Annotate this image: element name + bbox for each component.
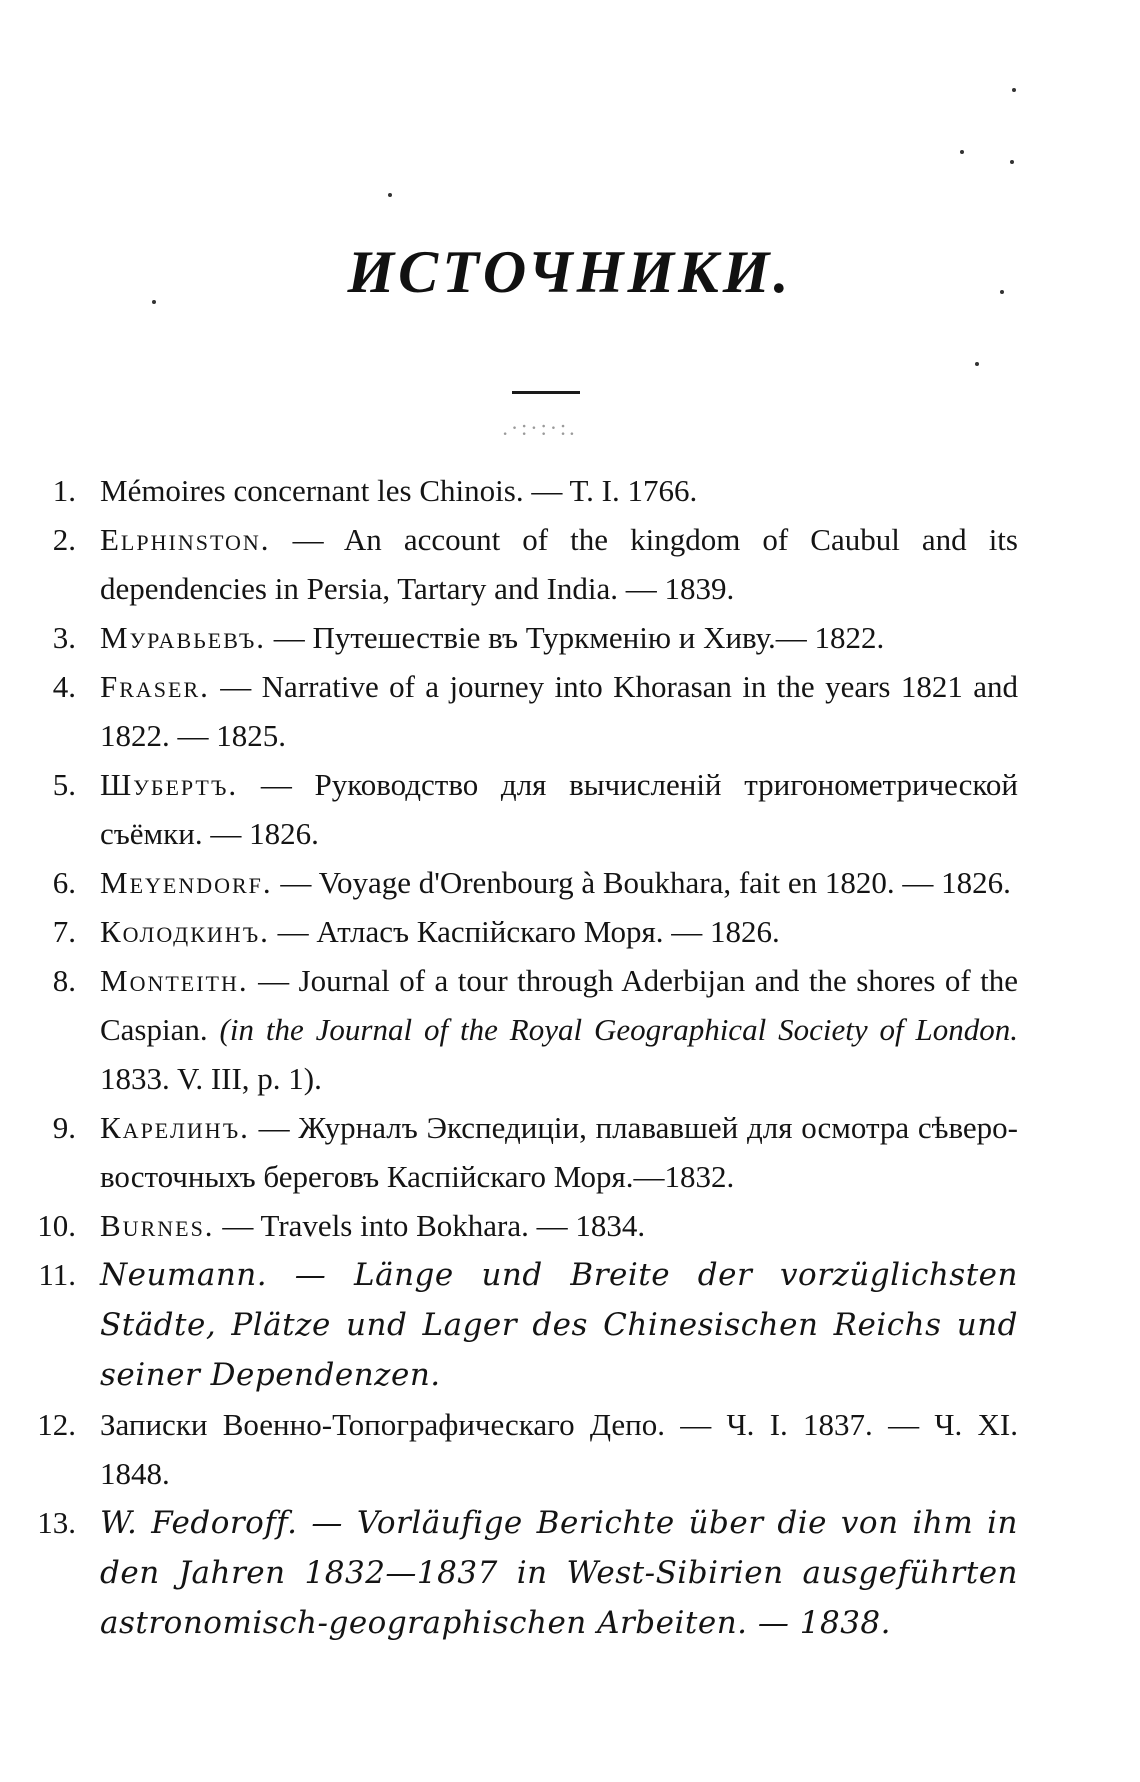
scan-speck — [388, 193, 392, 197]
entry-italic-note: (in the Journal of the Royal Geographical Society of London. — [219, 1012, 1018, 1047]
entry-text: — Журналъ Экспедиціи, плававшей для осмотра сѣверо-восточныхъ береговъ Каспійскаго Моря.—1832. — [100, 1110, 1018, 1194]
ornament: .·:·:·:. — [502, 415, 578, 440]
entry-text: Записки Военно-Топографическаго Депо. — Ч. I. 1837. — Ч. XI. 1848. — [100, 1407, 1018, 1491]
scan-speck — [152, 300, 156, 304]
list-item — [0, 1103, 1140, 1201]
entry-text: — Travels into Bokhara. — 1834. — [214, 1208, 646, 1243]
sources-list — [0, 466, 1140, 1648]
list-item — [0, 760, 1140, 858]
entry-text: — Путешествіе въ Туркменію и Хиву.— 1822. — [265, 620, 885, 655]
entry-number: 11. — [38, 1257, 76, 1292]
page-title: ИСТОЧНИКИ. — [347, 239, 793, 305]
list-item — [0, 1250, 1140, 1400]
entry-text: — An account of the kingdom of Caubul and its dependencies in Persia, Tartary and India. — 1839. — [100, 522, 1018, 606]
list-item — [0, 662, 1140, 760]
entry-author: Elphinston. — [100, 522, 271, 557]
list-item — [0, 466, 1140, 515]
entry-author: Карелинъ. — [100, 1110, 250, 1145]
scan-speck — [960, 150, 964, 154]
entry-author: Burnes. — [100, 1208, 215, 1243]
entry-author: Шубертъ. — [100, 767, 239, 802]
entry-text: — Journal of a tour through Aderbijan and the shores of the Caspian. — [100, 963, 1018, 1047]
entry-text-tail: 1833. V. III, p. 1). — [100, 1061, 322, 1096]
entry-author: Fraser. — [100, 669, 210, 704]
entry-number: 10. — [37, 1208, 76, 1243]
scan-speck — [1012, 88, 1016, 92]
list-item — [0, 858, 1140, 907]
list-item — [0, 613, 1140, 662]
list-item — [0, 956, 1140, 1103]
entry-text: — Narrative of a journey into Khorasan in the years 1821 and 1822. — 1825. — [100, 669, 1018, 753]
scan-speck — [975, 362, 979, 366]
entry-number: 8. — [52, 963, 76, 998]
scan-speck — [1010, 160, 1014, 164]
entry-number: 2. — [52, 522, 76, 557]
entry-number: 5. — [52, 767, 76, 802]
entry-text: Mémoires concernant les Chinois. — T. I. 1766. — [100, 473, 698, 508]
title-rule — [512, 391, 580, 394]
entry-author: Колодкинъ. — [100, 914, 270, 949]
list-item — [0, 1498, 1140, 1648]
entry-number: 13. — [37, 1505, 76, 1540]
list-item — [0, 1400, 1140, 1498]
entry-author: Муравьевъ. — [100, 620, 266, 655]
list-item — [0, 515, 1140, 613]
entry-fraktur-text: W. Fedoroff. — Vorläufige Berichte über die von ihm in den Jahren 1832—1837 in West-Sibirien ausgeführten astronomisch-geographischen Arbeiten. — 1838. — [100, 1505, 1018, 1641]
entry-number: 9. — [52, 1110, 76, 1145]
scan-speck — [1000, 290, 1004, 294]
entry-number: 4. — [52, 669, 76, 704]
entry-number: 3. — [52, 620, 76, 655]
entry-author: Meyendorf. — [100, 865, 273, 900]
entry-number: 6. — [52, 865, 76, 900]
entry-fraktur-text: Neumann. — Länge und Breite der vorzüglichsten Städte, Plätze und Lager des Chinesischen Reichs und seiner Dependenzen. — [100, 1257, 1018, 1393]
entry-number: 7. — [52, 914, 76, 949]
entry-author: Monteith. — [100, 963, 249, 998]
entry-text: — Атласъ Каспійскаго Моря. — 1826. — [269, 914, 780, 949]
list-item — [0, 1201, 1140, 1250]
entry-text: — Руководство для вычисленій тригонометрической съёмки. — 1826. — [100, 767, 1018, 851]
entry-text: — Voyage d'Orenbourg à Boukhara, fait en 1820. — 1826. — [272, 865, 1011, 900]
entry-number: 12. — [37, 1407, 76, 1442]
entry-number: 1. — [52, 473, 76, 508]
list-item — [0, 907, 1140, 956]
